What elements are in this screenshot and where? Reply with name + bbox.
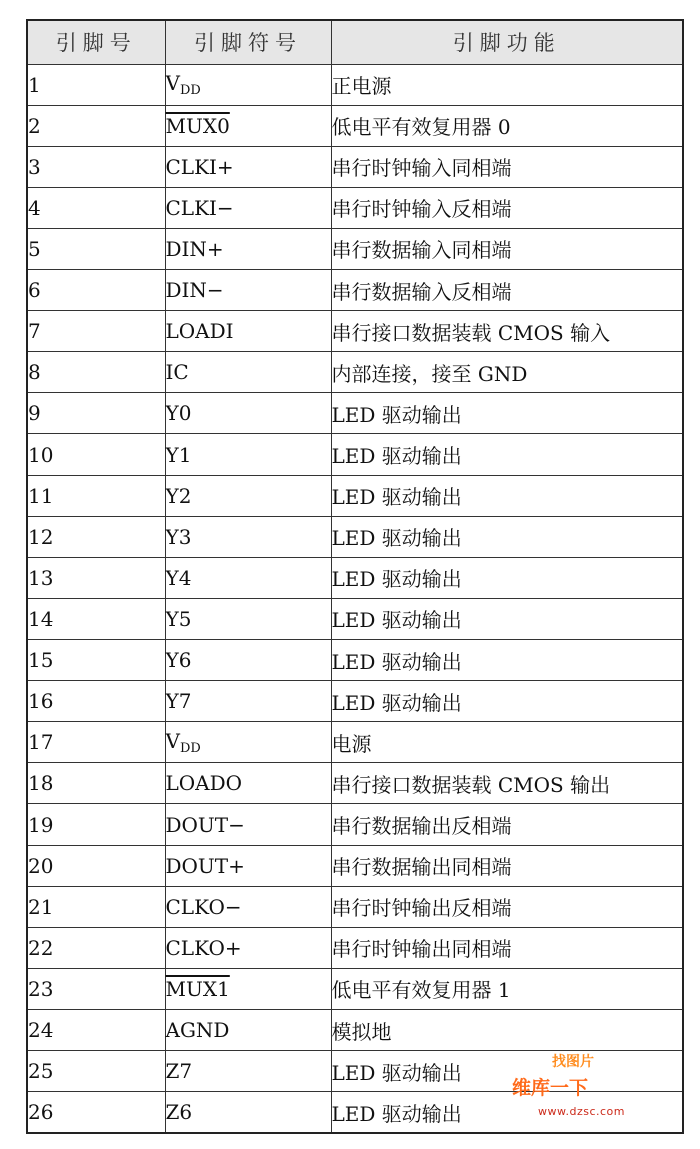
pin-symbol-text: CLKI+ (165, 154, 234, 179)
header-pin-symbol: 引脚符号 (165, 20, 331, 64)
pin-function-cell: 串行数据输入反相端 (331, 270, 683, 311)
table-row (27, 475, 683, 516)
pin-function-cell: 串行数据输出同相端 (331, 845, 683, 886)
pin-symbol-cell (165, 64, 331, 105)
pin-function-cell: LED 驱动输出 (331, 557, 683, 598)
pin-number-cell: 10 (27, 434, 165, 475)
table-row (27, 968, 683, 1009)
pin-number-cell: 24 (27, 1010, 165, 1051)
pin-function-cell: 内部连接，接至 GND (331, 352, 683, 393)
pin-number-cell: 13 (27, 557, 165, 598)
pin-number-cell: 20 (27, 845, 165, 886)
pin-symbol-text: CLKO+ (165, 935, 242, 960)
watermark-top-text: 找图片 (552, 1054, 594, 1070)
pin-symbol-subscript: DD (179, 740, 201, 756)
header-pin-number: 引脚号 (27, 20, 165, 64)
pin-number-cell: 11 (27, 475, 165, 516)
table-row (27, 845, 683, 886)
pin-symbol-text: MUX0 (165, 113, 230, 138)
pin-symbol-text: Y2 (165, 483, 192, 508)
pin-symbol-text: LOADI (165, 319, 234, 344)
pin-symbol-text: Y1 (165, 442, 192, 467)
table-row (27, 146, 683, 187)
pin-number-cell: 5 (27, 228, 165, 269)
pin-symbol-text: Y0 (165, 401, 192, 426)
header-pin-function: 引脚功能 (331, 20, 683, 64)
pin-symbol-text: DIN− (165, 278, 224, 303)
pin-symbol-cell (165, 804, 331, 845)
pin-function-cell: 电源 (331, 722, 683, 763)
pin-number-cell: 16 (27, 681, 165, 722)
pin-symbol-cell (165, 146, 331, 187)
pin-symbol-cell (165, 968, 331, 1009)
pin-number-cell: 14 (27, 598, 165, 639)
pin-symbol-text: V (165, 728, 180, 753)
pin-function-cell: LED 驱动输出 (331, 475, 683, 516)
table-row (27, 557, 683, 598)
table-row (27, 763, 683, 804)
table-row (27, 352, 683, 393)
table-row (27, 187, 683, 228)
pin-function-cell: LED 驱动输出 (331, 640, 683, 681)
pin-symbol-text: Z7 (165, 1059, 193, 1084)
table-row (27, 927, 683, 968)
pin-table (26, 19, 684, 1134)
pin-symbol-cell (165, 927, 331, 968)
watermark-brand-text: 维库一下 (512, 1077, 589, 1099)
table-row (27, 640, 683, 681)
pin-symbol-cell (165, 681, 331, 722)
watermark-site-text: www.dzsc.com (538, 1105, 626, 1118)
pin-number-cell: 3 (27, 146, 165, 187)
pin-function-cell: LED 驱动输出 (331, 1092, 683, 1133)
pin-number-cell: 7 (27, 311, 165, 352)
pin-number-cell: 2 (27, 105, 165, 146)
pin-function-cell: 串行时钟输入同相端 (331, 146, 683, 187)
pin-symbol-cell (165, 1092, 331, 1133)
pin-symbol-text: LOADO (165, 771, 243, 796)
table-row (27, 105, 683, 146)
pin-symbol-text: Y6 (165, 648, 192, 673)
table-row (27, 886, 683, 927)
table-row (27, 311, 683, 352)
pin-number-cell: 19 (27, 804, 165, 845)
pin-function-cell: 串行数据输入同相端 (331, 228, 683, 269)
table-row (27, 228, 683, 269)
pin-number-cell: 12 (27, 516, 165, 557)
pin-function-cell: 正电源 (331, 64, 683, 105)
pin-symbol-cell (165, 311, 331, 352)
pin-symbol-cell (165, 1010, 331, 1051)
table-row (27, 722, 683, 763)
pin-symbol-cell (165, 886, 331, 927)
pin-symbol-subscript: DD (179, 83, 201, 99)
watermark-logo (512, 1047, 682, 1127)
pin-function-cell: LED 驱动输出 (331, 434, 683, 475)
pin-symbol-text: Y5 (165, 606, 192, 631)
table-row (27, 681, 683, 722)
pin-number-cell: 6 (27, 270, 165, 311)
table-row (27, 393, 683, 434)
pin-symbol-cell (165, 352, 331, 393)
pin-function-cell: LED 驱动输出 (331, 598, 683, 639)
pin-symbol-text: Y4 (165, 565, 192, 590)
pin-symbol-cell (165, 722, 331, 763)
pin-symbol-cell (165, 187, 331, 228)
pin-function-cell: 串行时钟输出反相端 (331, 886, 683, 927)
pin-symbol-cell (165, 845, 331, 886)
pin-symbol-cell (165, 557, 331, 598)
pin-number-cell: 9 (27, 393, 165, 434)
pin-symbol-cell (165, 475, 331, 516)
pin-function-cell: 低电平有效复用器 0 (331, 105, 683, 146)
table-header (27, 20, 683, 64)
pin-symbol-cell (165, 598, 331, 639)
pin-number-cell: 18 (27, 763, 165, 804)
pin-function-cell: 串行接口数据装载 CMOS 输出 (331, 763, 683, 804)
pin-symbol-text: AGND (165, 1018, 230, 1043)
pin-number-cell: 4 (27, 187, 165, 228)
pin-number-cell: 15 (27, 640, 165, 681)
pin-symbol-cell (165, 516, 331, 557)
pin-symbol-cell (165, 763, 331, 804)
table-row (27, 516, 683, 557)
pin-symbol-text: CLKI− (165, 195, 234, 220)
table-row (27, 64, 683, 105)
pin-number-cell: 17 (27, 722, 165, 763)
pin-symbol-text: Z6 (165, 1100, 193, 1125)
pin-symbol-text: MUX1 (165, 976, 230, 1001)
pin-symbol-cell (165, 640, 331, 681)
pin-symbol-cell (165, 393, 331, 434)
pin-symbol-cell (165, 105, 331, 146)
pin-number-cell: 25 (27, 1051, 165, 1092)
pin-symbol-text: DOUT− (165, 812, 245, 837)
pin-symbol-text: Y7 (165, 689, 192, 714)
pin-function-cell: 串行时钟输出同相端 (331, 927, 683, 968)
pin-symbol-text: IC (165, 360, 189, 385)
table-row (27, 1010, 683, 1051)
pin-function-cell: LED 驱动输出 (331, 516, 683, 557)
pin-function-cell: 串行接口数据装载 CMOS 输入 (331, 311, 683, 352)
table-row (27, 598, 683, 639)
pin-symbol-text: Y3 (165, 524, 192, 549)
pin-number-cell: 22 (27, 927, 165, 968)
pin-number-cell: 23 (27, 968, 165, 1009)
pin-function-cell: LED 驱动输出 (331, 1051, 683, 1092)
pin-number-cell: 21 (27, 886, 165, 927)
pin-symbol-cell (165, 270, 331, 311)
pin-number-cell: 1 (27, 64, 165, 105)
pin-function-cell: 串行数据输出反相端 (331, 804, 683, 845)
pin-symbol-text: V (165, 71, 180, 96)
table-row (27, 270, 683, 311)
pin-number-cell: 8 (27, 352, 165, 393)
table-body (27, 64, 683, 1133)
pin-symbol-text: DIN+ (165, 236, 224, 261)
pin-symbol-cell (165, 1051, 331, 1092)
pin-function-cell: LED 驱动输出 (331, 393, 683, 434)
pin-symbol-cell (165, 434, 331, 475)
pin-symbol-text: DOUT+ (165, 853, 245, 878)
pin-function-cell: 低电平有效复用器 1 (331, 968, 683, 1009)
pin-function-cell: 串行时钟输入反相端 (331, 187, 683, 228)
table-row (27, 434, 683, 475)
pin-function-cell: 模拟地 (331, 1010, 683, 1051)
pin-function-cell: LED 驱动输出 (331, 681, 683, 722)
pin-symbol-text: CLKO− (165, 894, 242, 919)
table-row (27, 804, 683, 845)
pin-number-cell: 26 (27, 1092, 165, 1133)
pin-symbol-cell (165, 228, 331, 269)
